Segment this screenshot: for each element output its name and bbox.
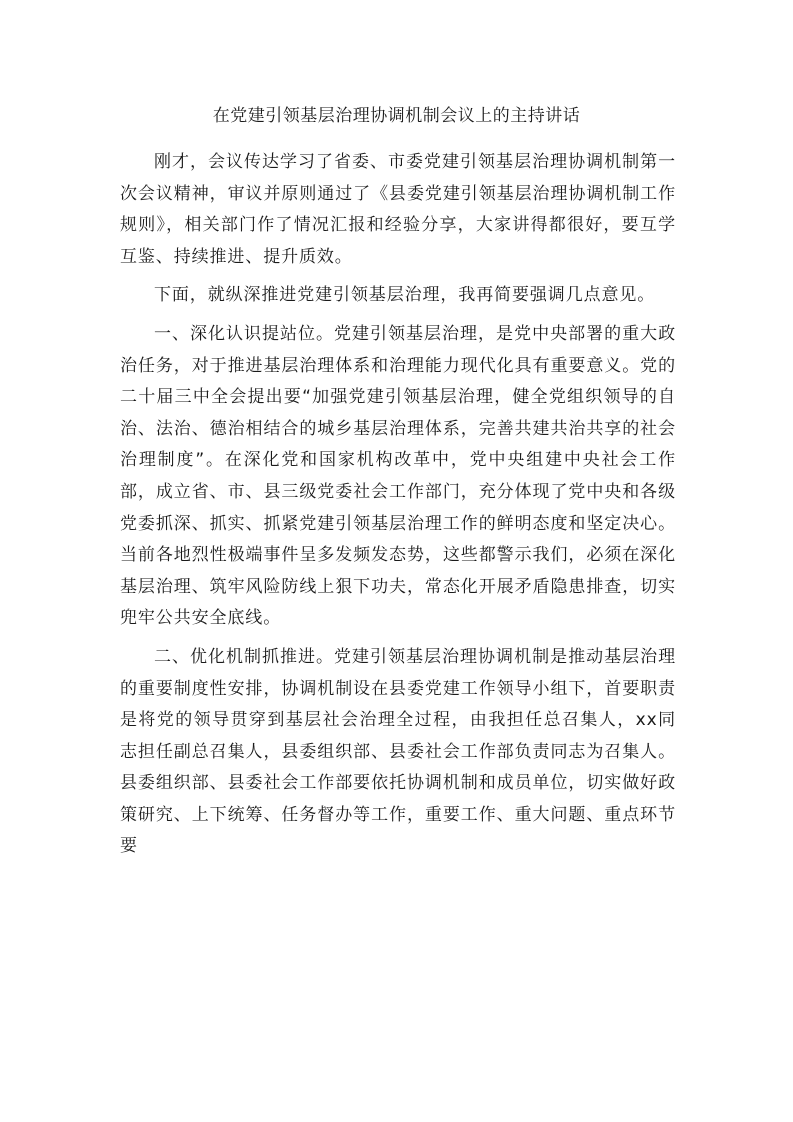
paragraph-3: 一、深化认识提站位。党建引领基层治理，是党中央部署的重大政治任务，对于推进基层治理体系和治理能力现代化具有重要意义。党的二十届三中全会提出要“加强党建引领基层治理，健全党组织领导的自治、法治、德治相结合的城乡基层治理体系，完善共建共治共享的社会治理制度”。在深化党和国家机构改革中，党中央组建中央社会工作部，成立省、市、县三级党委社会工作部门，充分体现了党中央和各级党委抓深、抓实、抓紧党建引领基层治理工作的鲜明态度和坚定决心。当前各地烈性极端事件呈多发频发态势，这些都警示我们，必须在深化基层治理、筑牢风险防线上狠下功夫，常态化开展矛盾隐患排查，切实兜牢公共安全底线。 xyxy=(120,323,676,629)
paragraph-1: 刚才，会议传达学习了省委、市委党建引领基层治理协调机制第一次会议精神，审议并原则通过了《县委党建引领基层治理协调机制工作规则》，相关部门作了情况汇报和经验分享，大家讲得都很好，要互学互鉴、持续推进、提升质效。 xyxy=(120,152,676,267)
paragraph-4: 二、优化机制抓推进。党建引领基层治理协调机制是推动基层治理的重要制度性安排，协调机制设在县委党建工作领导小组下，首要职责是将党的领导贯穿到基层社会治理全过程，由我担任总召集人，xx同志担任副总召集人，县委组织部、县委社会工作部负责同志为召集人。县委组织部、县委社会工作部要依托协调机制和成员单位，切实做好政策研究、上下统筹、任务督办等工作，重要工作、重大问题、重点环节要 xyxy=(120,646,676,857)
paragraph-2: 下面，就纵深推进党建引领基层治理，我再简要强调几点意见。 xyxy=(154,285,656,306)
document-body xyxy=(120,147,676,863)
document-title: 在党建引领基层治理协调机制会议上的主持讲话 xyxy=(212,106,581,126)
